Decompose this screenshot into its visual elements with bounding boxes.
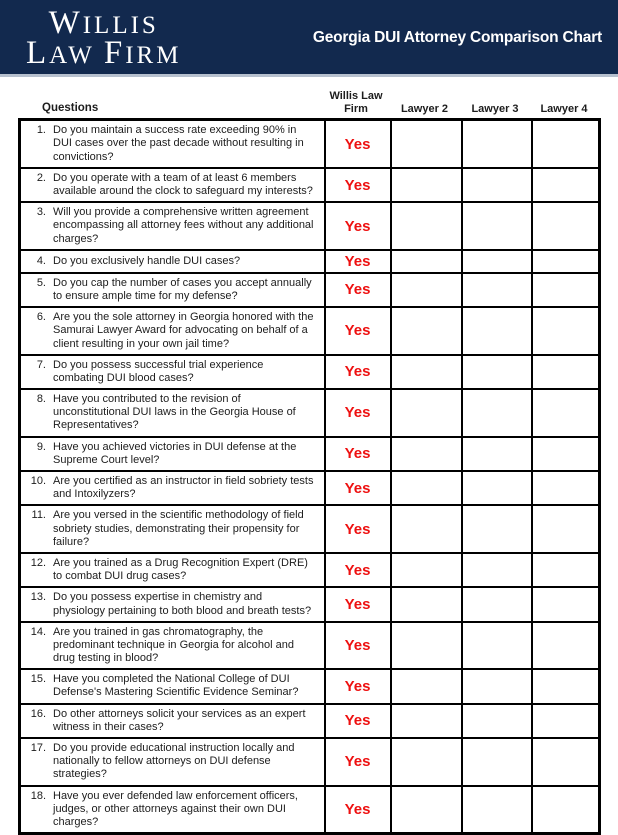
question-cell bbox=[20, 704, 325, 738]
column-header-lawyer-3: Lawyer 3 bbox=[471, 102, 519, 115]
question-number: 8. bbox=[36, 393, 46, 406]
answer-cell-willis-law-firm: Yes bbox=[325, 622, 391, 670]
table-row bbox=[20, 738, 600, 786]
comparison-table bbox=[18, 118, 601, 835]
table-row bbox=[20, 786, 600, 834]
answer-cell-willis-law-firm: Yes bbox=[325, 168, 391, 202]
question-text: Do you possess successful trial experience combating DUI blood cases? bbox=[53, 358, 264, 384]
question-cell bbox=[20, 738, 325, 786]
question-number: 13. bbox=[30, 591, 46, 604]
answer-cell-willis-law-firm: Yes bbox=[325, 587, 391, 621]
answer-cell-willis-law-firm: Yes bbox=[325, 704, 391, 738]
question-text: Will you provide a comprehensive written agreement encompassing all attorney fees without any additional charges? bbox=[53, 206, 314, 245]
answer-cell-lawyer-2 bbox=[391, 786, 462, 834]
answer-cell-lawyer-2 bbox=[391, 120, 462, 168]
question-cell bbox=[20, 786, 325, 834]
answer-cell-lawyer-3 bbox=[462, 471, 532, 505]
answer-cell-lawyer-4 bbox=[532, 786, 600, 834]
answer-cell-lawyer-4 bbox=[532, 250, 600, 273]
answer-cell-lawyer-4 bbox=[532, 168, 600, 202]
column-header-willis-line1: Willis Law bbox=[329, 90, 383, 102]
answer-cell-lawyer-4 bbox=[532, 669, 600, 703]
table-row bbox=[20, 587, 600, 621]
question-number: 16. bbox=[30, 707, 46, 720]
table-row bbox=[20, 389, 600, 437]
question-text: Do you exclusively handle DUI cases? bbox=[53, 254, 241, 267]
answer-cell-lawyer-4 bbox=[532, 587, 600, 621]
column-header-lawyer-2: Lawyer 2 bbox=[400, 102, 449, 115]
question-cell bbox=[20, 202, 325, 250]
answer-cell-lawyer-4 bbox=[532, 738, 600, 786]
answer-cell-lawyer-4 bbox=[532, 437, 600, 471]
table-row bbox=[20, 622, 600, 670]
question-number: 15. bbox=[30, 673, 46, 686]
question-number: 11. bbox=[31, 509, 46, 522]
question-cell bbox=[20, 587, 325, 621]
comparison-table-body bbox=[20, 120, 600, 834]
answer-cell-willis-law-firm: Yes bbox=[325, 669, 391, 703]
answer-cell-lawyer-4 bbox=[532, 622, 600, 670]
answer-cell-lawyer-3 bbox=[462, 622, 532, 670]
question-cell bbox=[20, 355, 325, 389]
answer-cell-lawyer-3 bbox=[462, 505, 532, 553]
question-number: 2. bbox=[36, 171, 46, 184]
answer-cell-lawyer-4 bbox=[532, 704, 600, 738]
logo-word-willis: WILLIS bbox=[48, 4, 159, 41]
answer-cell-willis-law-firm: Yes bbox=[325, 471, 391, 505]
answer-cell-lawyer-2 bbox=[391, 505, 462, 553]
question-text: Do you maintain a success rate exceeding 90% in DUI cases over the past decade without resulting in convictions? bbox=[53, 124, 304, 163]
question-text: Do you cap the number of cases you accept annually to ensure ample time for my defense? bbox=[53, 276, 312, 302]
answer-cell-lawyer-2 bbox=[391, 202, 462, 250]
question-number: 10. bbox=[30, 475, 46, 488]
page-header bbox=[0, 0, 618, 77]
question-cell bbox=[20, 168, 325, 202]
question-text: Are you versed in the scientific methodology of field sobriety studies, demonstrating their propensity for failure? bbox=[53, 509, 304, 548]
answer-cell-lawyer-2 bbox=[391, 553, 462, 587]
table-row bbox=[20, 273, 600, 307]
answer-cell-lawyer-3 bbox=[462, 669, 532, 703]
answer-cell-lawyer-3 bbox=[462, 704, 532, 738]
question-text: Are you certified as an instructor in field sobriety tests and Intoxilyzers? bbox=[53, 475, 314, 501]
table-row bbox=[20, 250, 600, 273]
question-number: 14. bbox=[30, 625, 46, 638]
question-text: Have you achieved victories in DUI defense at the Supreme Court level? bbox=[53, 440, 297, 466]
answer-cell-lawyer-2 bbox=[391, 704, 462, 738]
answer-cell-lawyer-3 bbox=[462, 202, 532, 250]
table-row bbox=[20, 471, 600, 505]
column-header-lawyer-4: Lawyer 4 bbox=[540, 102, 588, 115]
answer-cell-lawyer-3 bbox=[462, 273, 532, 307]
answer-cell-willis-law-firm: Yes bbox=[325, 202, 391, 250]
question-number: 9. bbox=[36, 440, 46, 453]
question-cell bbox=[20, 669, 325, 703]
question-text: Are you the sole attorney in Georgia honored with the Samurai Lawyer Award for advocating on behalf of a client resulting in your own jail time? bbox=[53, 311, 314, 350]
answer-cell-lawyer-4 bbox=[532, 202, 600, 250]
answer-cell-willis-law-firm: Yes bbox=[325, 553, 391, 587]
question-cell bbox=[20, 553, 325, 587]
logo-word-firm: FIRM bbox=[103, 35, 182, 71]
answer-cell-lawyer-2 bbox=[391, 250, 462, 273]
table-row bbox=[20, 437, 600, 471]
table-row bbox=[20, 704, 600, 738]
answer-cell-willis-law-firm: Yes bbox=[325, 250, 391, 273]
answer-cell-willis-law-firm: Yes bbox=[325, 505, 391, 553]
answer-cell-lawyer-3 bbox=[462, 786, 532, 834]
table-row bbox=[20, 120, 600, 168]
answer-cell-lawyer-4 bbox=[532, 553, 600, 587]
answer-cell-willis-law-firm: Yes bbox=[325, 437, 391, 471]
table-row bbox=[20, 168, 600, 202]
answer-cell-lawyer-4 bbox=[532, 355, 600, 389]
answer-cell-lawyer-3 bbox=[462, 250, 532, 273]
question-number: 4. bbox=[36, 254, 46, 267]
column-header-willis-line2: Firm bbox=[344, 102, 368, 115]
question-text: Have you ever defended law enforcement officers, judges, or other attorneys against their own DUI charges? bbox=[53, 789, 298, 828]
question-text: Have you contributed to the revision of unconstitutional DUI laws in the Georgia House of Representatives? bbox=[53, 393, 296, 432]
answer-cell-willis-law-firm: Yes bbox=[325, 355, 391, 389]
answer-cell-lawyer-4 bbox=[532, 389, 600, 437]
answer-cell-lawyer-3 bbox=[462, 120, 532, 168]
answer-cell-lawyer-3 bbox=[462, 738, 532, 786]
answer-cell-willis-law-firm: Yes bbox=[325, 389, 391, 437]
answer-cell-willis-law-firm: Yes bbox=[325, 120, 391, 168]
question-text: Do you possess expertise in chemistry and physiology pertaining to both blood and breath tests? bbox=[53, 591, 312, 617]
answer-cell-lawyer-2 bbox=[391, 738, 462, 786]
answer-cell-lawyer-3 bbox=[462, 307, 532, 355]
table-row bbox=[20, 505, 600, 553]
table-row bbox=[20, 553, 600, 587]
question-cell bbox=[20, 389, 325, 437]
answer-cell-lawyer-2 bbox=[391, 273, 462, 307]
answer-cell-lawyer-3 bbox=[462, 389, 532, 437]
answer-cell-lawyer-2 bbox=[391, 437, 462, 471]
column-header-questions: Questions bbox=[42, 102, 99, 115]
question-cell bbox=[20, 273, 325, 307]
answer-cell-lawyer-3 bbox=[462, 587, 532, 621]
question-cell bbox=[20, 250, 325, 273]
answer-cell-lawyer-2 bbox=[391, 307, 462, 355]
logo-line2 bbox=[26, 35, 182, 71]
question-text: Have you completed the National College of DUI Defense's Mastering Scientific Evidence Seminar? bbox=[53, 673, 299, 699]
question-cell bbox=[20, 307, 325, 355]
answer-cell-lawyer-3 bbox=[462, 355, 532, 389]
answer-cell-lawyer-4 bbox=[532, 307, 600, 355]
question-cell bbox=[20, 505, 325, 553]
answer-cell-lawyer-2 bbox=[391, 669, 462, 703]
answer-cell-lawyer-3 bbox=[462, 437, 532, 471]
answer-cell-willis-law-firm: Yes bbox=[325, 738, 391, 786]
question-number: 17. bbox=[30, 742, 46, 755]
column-header-willis-law-firm bbox=[323, 90, 389, 115]
question-cell bbox=[20, 437, 325, 471]
logo-word-law: LAW bbox=[26, 35, 95, 71]
answer-cell-willis-law-firm: Yes bbox=[325, 273, 391, 307]
question-text: Do other attorneys solicit your services as an expert witness in their cases? bbox=[53, 707, 306, 733]
question-number: 12. bbox=[30, 556, 46, 569]
question-cell bbox=[20, 622, 325, 670]
question-text: Do you operate with a team of at least 6 members available around the clock to safeguard my interests? bbox=[53, 171, 313, 198]
answer-cell-lawyer-3 bbox=[462, 168, 532, 202]
answer-cell-lawyer-2 bbox=[391, 168, 462, 202]
page-title: Georgia DUI Attorney Comparison Chart bbox=[312, 29, 602, 46]
answer-cell-lawyer-2 bbox=[391, 587, 462, 621]
answer-cell-lawyer-4 bbox=[532, 505, 600, 553]
answer-cell-lawyer-3 bbox=[462, 553, 532, 587]
answer-cell-lawyer-2 bbox=[391, 389, 462, 437]
logo-line1 bbox=[48, 4, 159, 41]
question-text: Are you trained as a Drug Recognition Expert (DRE) to combat DUI drug cases? bbox=[53, 556, 308, 583]
answer-cell-willis-law-firm: Yes bbox=[325, 307, 391, 355]
question-number: 7. bbox=[36, 358, 46, 371]
willis-law-firm-logo bbox=[26, 4, 182, 71]
question-cell bbox=[20, 471, 325, 505]
question-number: 1. bbox=[36, 124, 46, 137]
question-cell bbox=[20, 120, 325, 168]
table-column-headers bbox=[18, 90, 598, 118]
table-row bbox=[20, 669, 600, 703]
answer-cell-willis-law-firm: Yes bbox=[325, 786, 391, 834]
answer-cell-lawyer-4 bbox=[532, 471, 600, 505]
table-row bbox=[20, 307, 600, 355]
answer-cell-lawyer-2 bbox=[391, 622, 462, 670]
answer-cell-lawyer-4 bbox=[532, 273, 600, 307]
question-text: Do you provide educational instruction locally and nationally to fellow attorneys on DUI defense strategies? bbox=[53, 742, 295, 781]
question-number: 3. bbox=[36, 206, 46, 219]
table-row bbox=[20, 355, 600, 389]
question-number: 18. bbox=[30, 789, 46, 802]
answer-cell-lawyer-4 bbox=[532, 120, 600, 168]
question-number: 6. bbox=[36, 311, 46, 324]
question-text: Are you trained in gas chromatography, the predominant technique in Georgia for alcohol and drug testing in blood? bbox=[53, 625, 294, 665]
question-number: 5. bbox=[36, 276, 46, 289]
answer-cell-lawyer-2 bbox=[391, 355, 462, 389]
answer-cell-lawyer-2 bbox=[391, 471, 462, 505]
table-row bbox=[20, 202, 600, 250]
